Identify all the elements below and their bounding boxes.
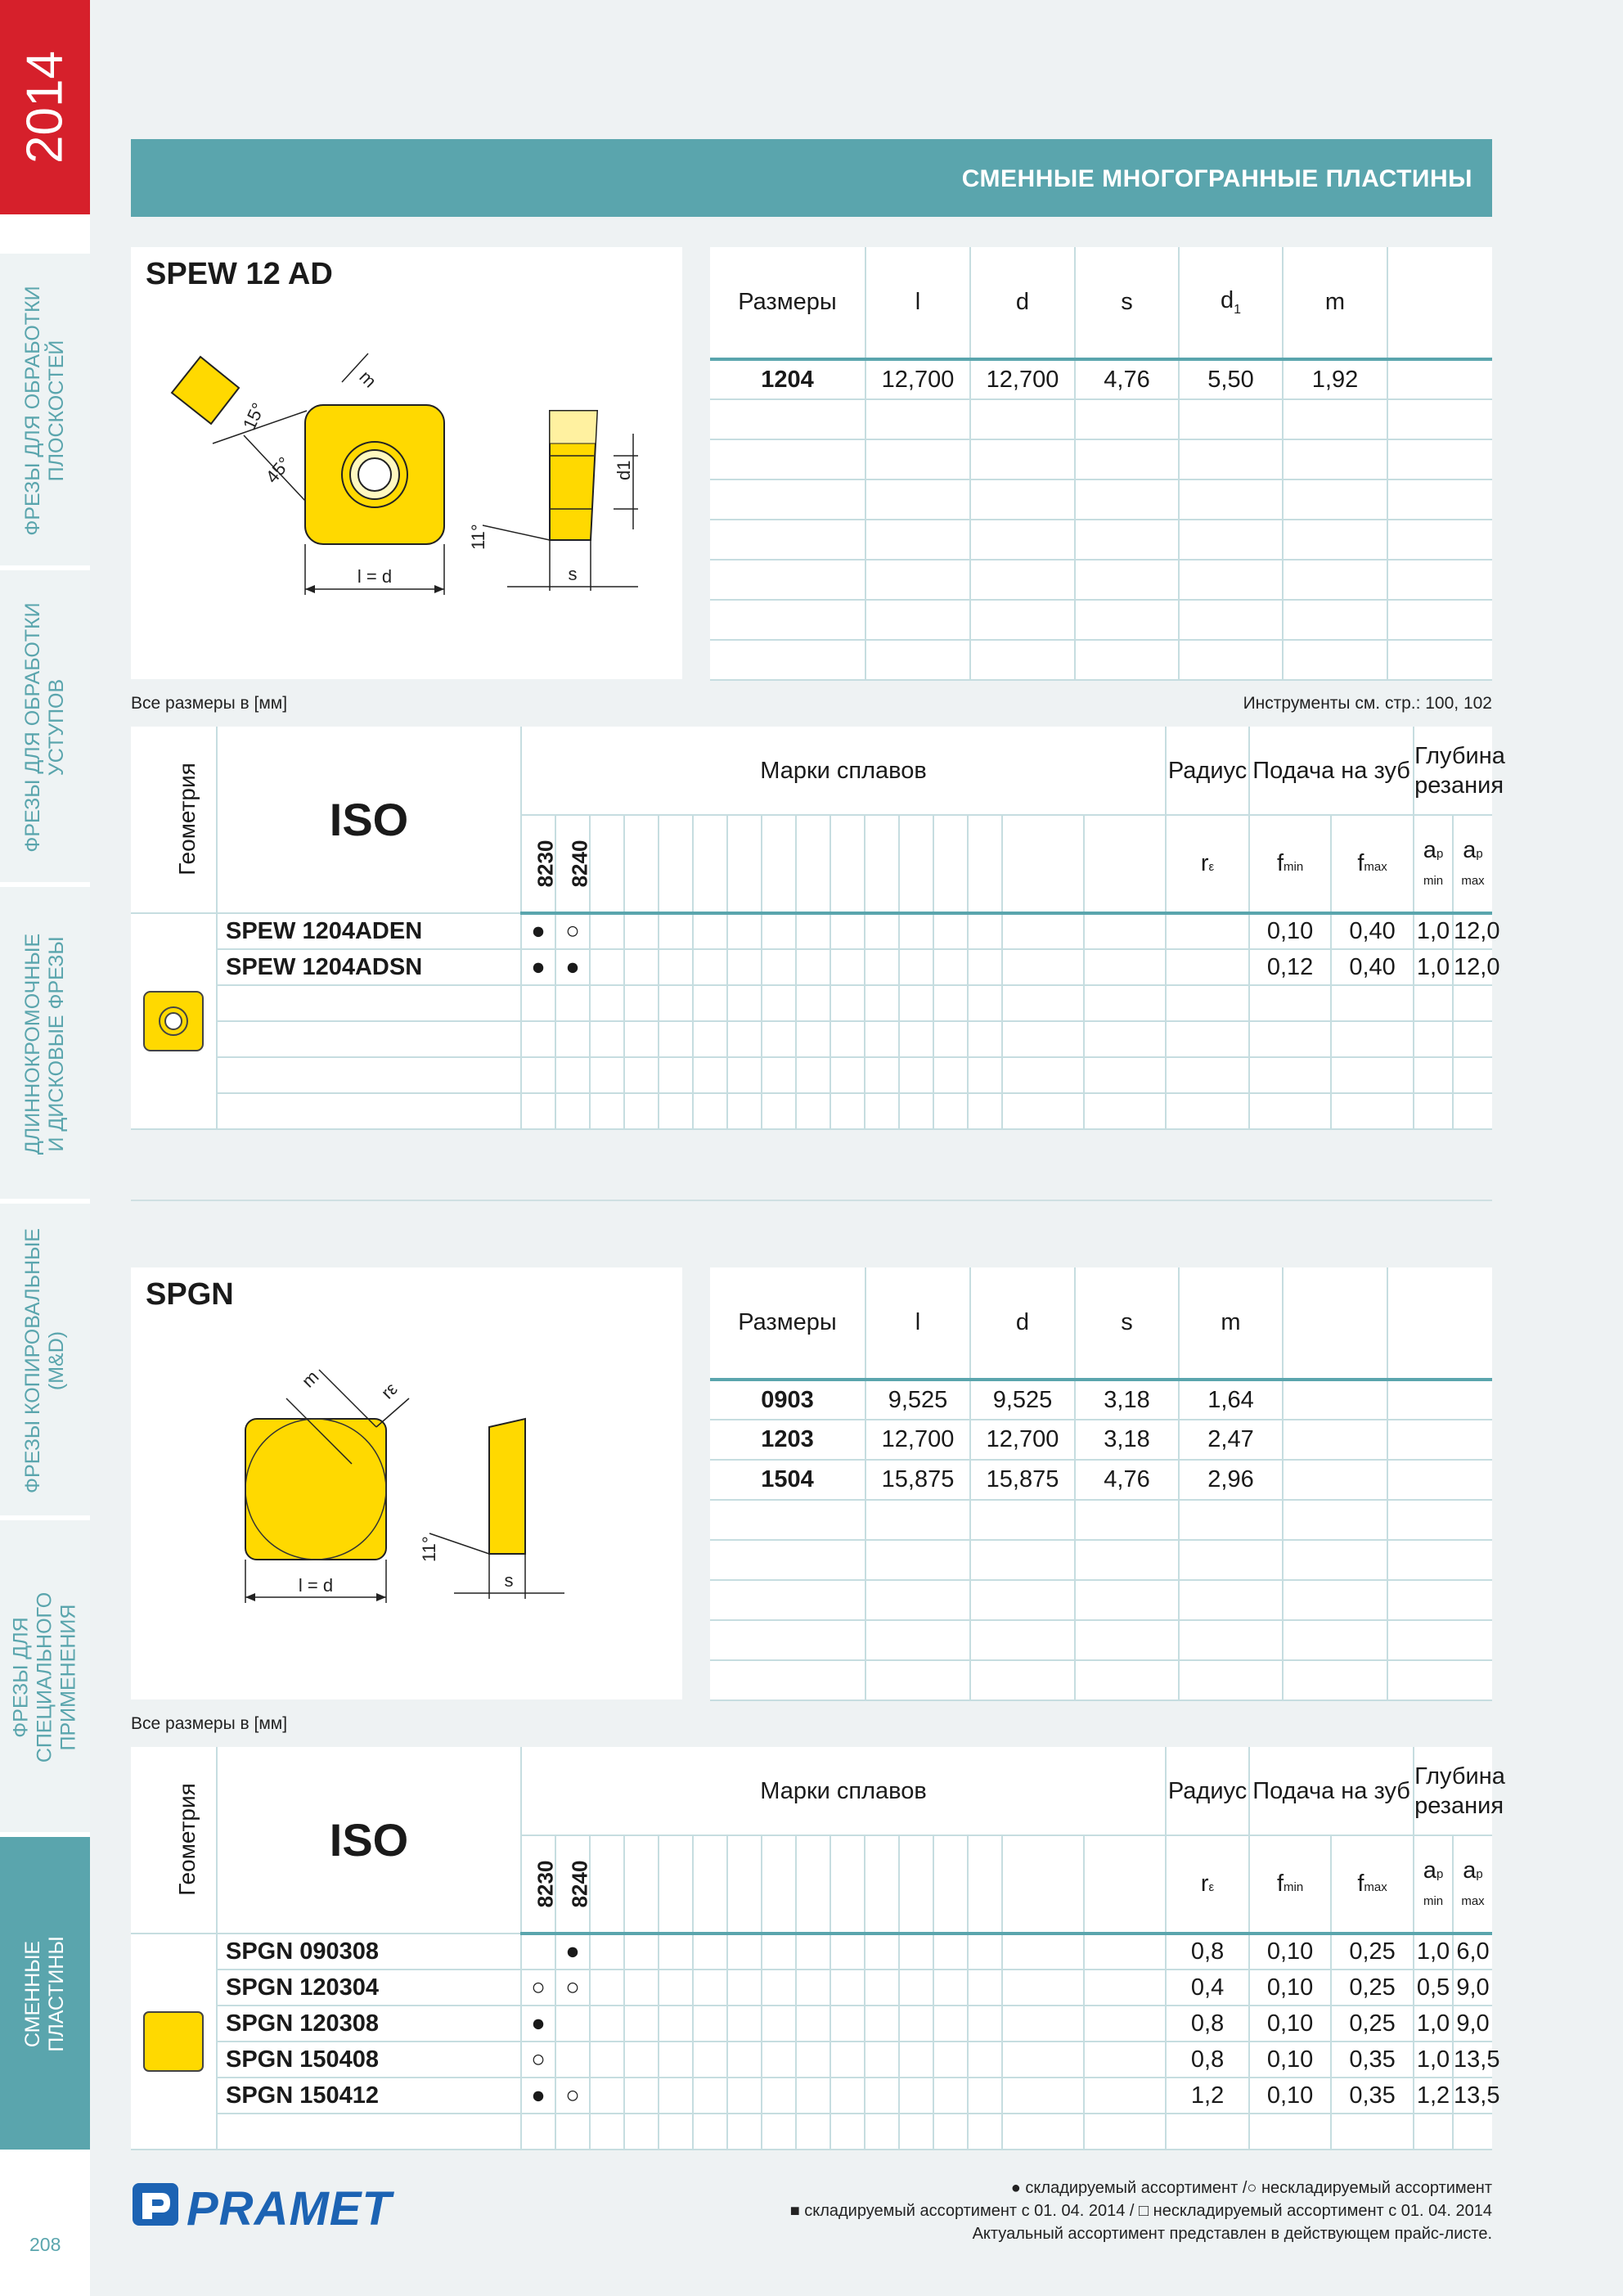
spgn-geometry-icon [131, 1934, 217, 2150]
spgn-iso-table [131, 1747, 1505, 2150]
feed-title: Подача на зуб [1249, 1747, 1414, 1835]
spew-insert-drawing [131, 247, 682, 679]
table-row [710, 1500, 1492, 1540]
spew-45deg-label: 45° [261, 452, 295, 488]
spgn-units-note: Все размеры в [мм] [131, 1714, 288, 1733]
table-row [710, 560, 1492, 600]
tab-special-milling[interactable]: ФРЕЗЫ ДЛЯ СПЕЦИАЛЬНОГО ПРИМЕНЕНИЯ [0, 1520, 90, 1835]
spgn-drawing-panel [131, 1267, 682, 1699]
sidebar [0, 0, 90, 2296]
table-row: SPGN 120308 ● 0,8 0,10 0,25 1,0 9,0 [131, 2006, 1492, 2042]
tab-copy-milling[interactable]: ФРЕЗЫ КОПИРОВАЛЬНЫЕ (M&D) [0, 1204, 90, 1518]
spgn-s-label: s [504, 1570, 514, 1591]
table-row [710, 640, 1492, 680]
table-row [710, 600, 1492, 640]
table-row [710, 1620, 1492, 1660]
spew-m-label: m [355, 366, 381, 392]
spew-s-label: s [568, 564, 578, 584]
table-row [710, 479, 1492, 520]
iso-label: ISO [217, 1747, 521, 1934]
tab-face-milling[interactable]: ФРЕЗЫ ДЛЯ ОБРАБОТКИ ПЛОСКОСТЕЙ [0, 254, 90, 568]
spew-ld-label: l = d [357, 566, 393, 587]
pramet-logo-text: PRAMET [187, 2182, 392, 2235]
table-row: SPGN 120304 ○ ○ 0,4 0,10 0,25 0,5 9,0 [131, 1970, 1492, 2006]
iso-label: ISO [217, 727, 521, 913]
table-row [710, 439, 1492, 479]
grades-title: Марки сплавов [521, 727, 1166, 815]
spgn-insert-side-view [489, 1419, 525, 1554]
tab-long-edge-disc[interactable]: ДЛИННОКРОМОЧНЫЕ И ДИСКОВЫЕ ФРЕЗЫ [0, 887, 90, 1201]
table-row: 0903 9,525 9,525 3,18 1,64 [710, 1380, 1492, 1420]
table-row: SPGN 090308 ● 0,8 0,10 0,25 1,0 6,0 [131, 1934, 1492, 1970]
table-row: SPEW 1204ADEN ● ○ 0,10 0,40 1,0 12,0 [131, 913, 1492, 949]
iso-header-row: Геометрия ISO Марки сплавов Радиус Подача на зуб Глубина резания [131, 727, 1492, 815]
table-row [131, 1057, 1492, 1093]
table-row: SPGN 150408 ○ 0,8 0,10 0,35 1,0 13,5 [131, 2042, 1492, 2078]
spew-11deg-label: 11° [468, 524, 488, 550]
year-badge [0, 0, 90, 214]
spew-geometry-icon [131, 913, 217, 1129]
table-header-row: Размеры l d s $d_1$ m [710, 247, 1492, 359]
legend-line-2: ■ складируемый ассортимент с 01. 04. 2014 / □ нескладируемый ассортимент с 01. 04. 2014 [789, 2202, 1492, 2220]
header-title: СМЕННЫЕ МНОГОГРАННЫЕ ПЛАСТИНЫ [961, 165, 1472, 192]
table-row [131, 985, 1492, 1021]
legend-line-3: Актуальный ассортимент представлен в действующем прайс-листе. [972, 2225, 1492, 2243]
table-row [710, 399, 1492, 439]
spew-d1-label: d1 [614, 460, 634, 480]
section-header [131, 139, 1492, 217]
pramet-logo [131, 2180, 401, 2235]
spgn-insert-drawing [131, 1267, 682, 1699]
spew-iso-table [131, 727, 1505, 1130]
feed-title: Подача на зуб [1249, 727, 1414, 815]
spgn-re-label: rε [376, 1378, 402, 1403]
legend-line-1: ● складируемый ассортимент /○ нескладируемый ассортимент [1010, 2179, 1492, 2197]
tab-inserts[interactable]: СМЕННЫЕ ПЛАСТИНЫ [0, 1837, 90, 2152]
depth-title: Глубина резания [1414, 727, 1492, 815]
tab-shoulder-milling[interactable]: ФРЕЗЫ ДЛЯ ОБРАБОТКИ УСТУПОВ [0, 570, 90, 885]
table-row: SPEW 1204ADSN ● ● 0,12 0,40 1,0 12,0 [131, 949, 1492, 985]
table-row: SPGN 150412 ● ○ 1,2 0,10 0,35 1,2 13,5 [131, 2078, 1492, 2114]
spgn-m-label: m [297, 1366, 323, 1392]
pramet-logo-icon [131, 2180, 182, 2229]
table-row: 1504 15,875 15,875 4,76 2,96 [710, 1460, 1492, 1500]
spgn-ld-label: l = d [298, 1575, 334, 1596]
grades-title: Марки сплавов [521, 1747, 1166, 1835]
table-row: 1204 12,700 12,700 4,76 5,50 1,92 [710, 359, 1492, 399]
table-row [131, 1021, 1492, 1057]
table-row [710, 520, 1492, 560]
radius-title: Радиус [1166, 727, 1249, 815]
table-header-row: Размеры l d s m [710, 1267, 1492, 1380]
spew-title: SPEW 12 AD [146, 257, 333, 291]
section-divider [131, 1200, 1492, 1201]
table-row: 1203 12,700 12,700 3,18 2,47 [710, 1420, 1492, 1460]
iso-subheader-row: 8230 8240 rε fmin fmax ap min ap max [131, 1835, 1492, 1934]
spew-drawing-panel [131, 247, 682, 679]
depth-title: Глубина резания [1414, 1747, 1492, 1835]
page-number: 208 [29, 2234, 61, 2255]
spgn-title: SPGN [146, 1277, 234, 1312]
radius-title: Радиус [1166, 1747, 1249, 1835]
table-row [710, 1660, 1492, 1700]
table-row [131, 1093, 1492, 1129]
table-row [710, 1540, 1492, 1580]
table-row [131, 2114, 1492, 2150]
spew-chamfer-detail [172, 357, 239, 424]
year-label: 2014 [16, 51, 74, 164]
spgn-11deg-label: 11° [419, 1536, 439, 1562]
spgn-insert-top-view [245, 1419, 386, 1560]
table-row [710, 1580, 1492, 1620]
iso-header-row: Геометрия ISO Марки сплавов Радиус Подача на зуб Глубина резания [131, 1747, 1492, 1835]
spew-tools-ref: Инструменты см. стр.: 100, 102 [1243, 694, 1492, 713]
legend [790, 2177, 1492, 2245]
iso-subheader-row: 8230 8240 rε fmin fmax ap min ap max [131, 815, 1492, 913]
spew-15deg-label: 15° [238, 399, 269, 434]
spew-units-note: Все размеры в [мм] [131, 694, 288, 713]
spew-dimensions-table [710, 247, 1492, 681]
spgn-dimensions-table [710, 1267, 1492, 1701]
